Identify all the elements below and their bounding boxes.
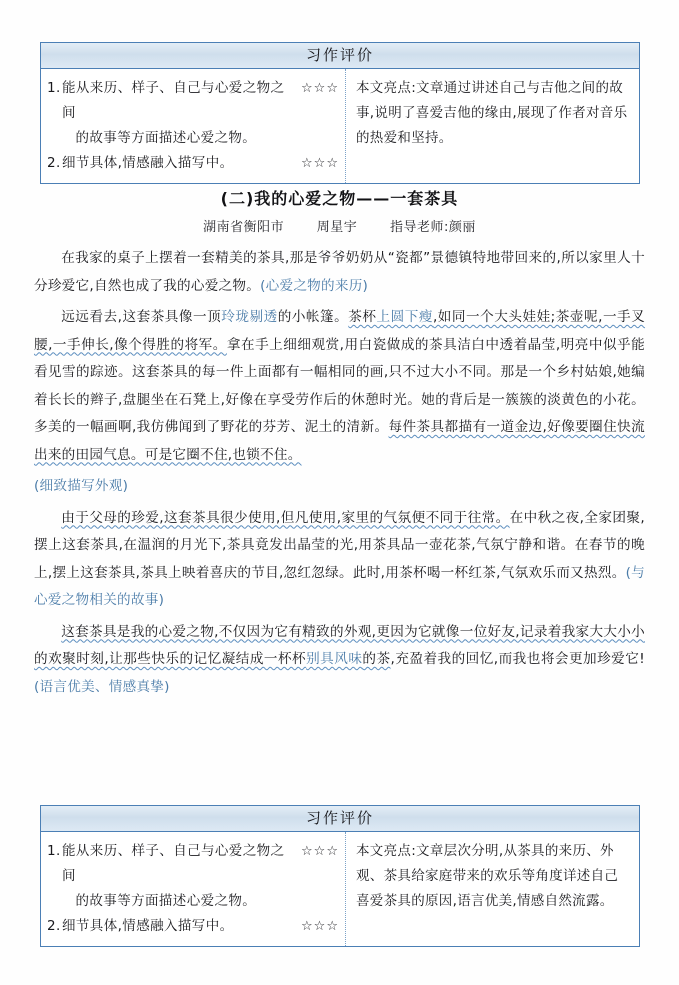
paragraph-conclusion (34, 619, 645, 702)
criterion-row (47, 76, 339, 151)
article-title: (二)我的心爱之物——一套茶具 (220, 189, 459, 208)
paragraph-appearance-note (34, 473, 645, 501)
evaluation-highlight-column-bottom (346, 832, 639, 946)
conclusion-text: ,充盈着我的回忆,而我也将会更加珍爱它! (390, 651, 645, 667)
criterion-number: 2. (47, 918, 61, 934)
byline-region: 湖南省衡阳市 (203, 220, 285, 235)
evaluation-table-top-header: 习作评价 (41, 43, 639, 69)
emphasis-lingonti: 玲珑剔透 (221, 309, 278, 325)
evaluation-table-bottom (40, 805, 640, 947)
criterion-row (47, 151, 339, 176)
appearance-text-1: 远远看去,这套茶具像一顶 (61, 309, 222, 325)
paragraph-origin (34, 245, 645, 300)
criterion-number: 2. (47, 155, 61, 171)
criterion-label (62, 76, 295, 151)
criterion-stars[interactable]: ☆☆☆ (301, 919, 339, 934)
evaluation-table-bottom-header: 习作评价 (41, 806, 639, 832)
criterion-label (62, 839, 295, 914)
evaluation-table-bottom-body (41, 832, 639, 946)
conclusion-wave-part-2: 的茶 (362, 651, 391, 667)
evaluation-highlight-column-top (346, 69, 639, 183)
wave-segment-plain-1: 茶杯 (348, 309, 377, 325)
criterion-label: 细节具体,情感融入描写中。 (62, 918, 234, 934)
paragraph-appearance (34, 304, 645, 469)
criterion-body (62, 151, 339, 176)
annotation-origin: (心爱之物的来历) (260, 277, 369, 294)
wave-underline-gold-rim: 每件茶具都描有一道金边,好像要圈住快流出来的田园气息。可是它圈不住,也锁不住。 (34, 419, 645, 463)
evaluation-criteria-column-top (41, 69, 346, 183)
criterion-number: 1. (47, 80, 61, 96)
criterion-line-1: 能从来历、样子、自己与心爱之物之间 (62, 80, 285, 121)
byline-author: 周星宇 (316, 220, 358, 235)
annotation-appearance: (细致描写外观) (34, 478, 129, 494)
conclusion-wave-part-1: 这套茶具是我的心爱之物,不仅因为它有精致的外观,更因为它就像一位好友,记录着我家大大小小的欢聚时刻,让那些快乐的记忆凝结成一杯杯 (34, 623, 645, 667)
highlight-text: 本文亮点:文章层次分明,从茶具的来历、外观、茶具给家庭带来的欢乐等角度详述自己喜爱茶具的原因,语言优美,情感自然流露。 (356, 843, 619, 909)
emphasis-biejufengwei: 别具风味 (306, 651, 363, 667)
wave-segment-plain-2: ,如同一个大头娃娃;茶壶呢,一手叉腰,一手伸长,像个得胜的将军。 (34, 309, 646, 353)
evaluation-criteria-column-bottom (41, 832, 346, 946)
criterion-number: 1. (47, 843, 61, 859)
annotation-conclusion: (语言优美、情感真挚) (34, 678, 170, 695)
criterion-stars[interactable]: ☆☆☆ (301, 81, 339, 96)
criterion-line-1: 能从来历、样子、自己与心爱之物之间 (62, 843, 285, 884)
criterion-stars[interactable]: ☆☆☆ (301, 844, 339, 859)
appearance-text-2: 的小帐篷。 (277, 309, 349, 325)
emphasis-shangyuanxiashou: 上圆下瘦 (376, 309, 433, 325)
evaluation-table-top-body (41, 69, 639, 183)
criterion-line-2: 的故事等方面描述心爱之物。 (75, 130, 257, 146)
article-byline (34, 216, 645, 235)
paragraph-story (34, 505, 645, 615)
criterion-row (47, 914, 339, 939)
criterion-body (62, 76, 339, 151)
appearance-text-3: 拿在手上细细观赏,用白瓷做成的茶具洁白中透着晶莹,明亮中似乎能看见雪的踪迹。这套茶具的每一件上面都有一幅相同的画,只不过大小不同。那是一个乡村姑娘,她编着长长的辫子,盘腿坐在石凳上,好像在享受劳作后的休憩时光。她的背后是一簇簇的淡黄色的小花。多美的一幅画啊,我仿佛闻到了野花的芬芳、泥土的清新。 (34, 336, 645, 435)
wave-underline-rare-use: 由于父母的珍爱,这套茶具很少使用,但凡使用,家里的气氛便不同于往常。 (61, 509, 510, 526)
criterion-stars[interactable]: ☆☆☆ (301, 156, 339, 171)
criterion-label: 细节具体,情感融入描写中。 (62, 155, 234, 171)
criterion-body (62, 914, 339, 939)
highlight-text: 本文亮点:文章通过讲述自己与吉他之间的故事,说明了喜爱吉他的缘由,展现了作者对音乐的热爱和坚持。 (356, 80, 628, 146)
paragraph-origin-text: 在我家的桌子上摆着一套精美的茶具,那是爷爷奶奶从“瓷都”景德镇特地带回来的,所以家里人十分珍爱它,自然也成了我的心爱之物。 (34, 250, 645, 294)
criterion-line-2: 的故事等方面描述心爱之物。 (75, 893, 257, 909)
evaluation-table-top (40, 42, 640, 184)
byline-teacher: 指导老师:颜丽 (389, 220, 476, 235)
story-text: 在中秋之夜,全家团聚,摆上这套茶具,在温润的月光下,茶具竟发出晶莹的光,用茶具品一壶花茶,气氛宁静和谐。在春节的晚上,摆上这套茶具,茶具上映着喜庆的节目,忽红忽绿。此时,用茶杯喝一杯红茶,气氛欢乐而又热烈。 (34, 509, 645, 581)
article (34, 186, 645, 705)
criterion-body (62, 839, 339, 914)
criterion-row (47, 839, 339, 914)
annotation-story: (与心爱之物相关的故事) (34, 564, 645, 608)
